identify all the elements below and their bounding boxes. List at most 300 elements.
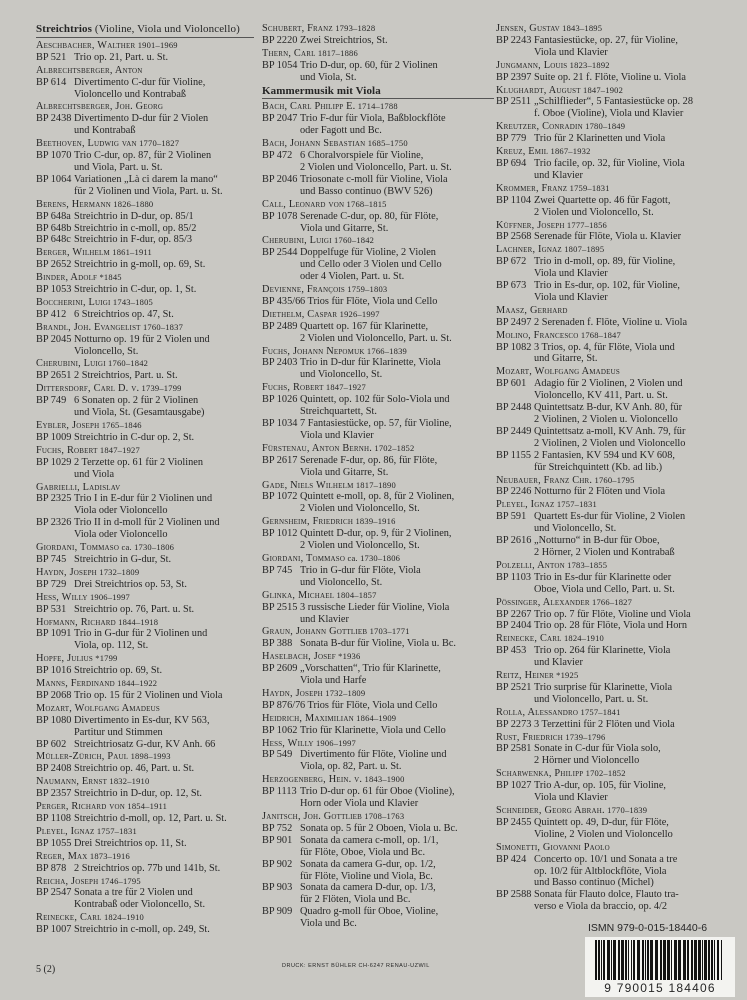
composer-dates: 1743–1805 [110,296,153,307]
composer-dates: 1757–1831 [94,825,137,836]
work-entry [496,486,732,498]
composer-name [496,60,732,72]
composer-name [496,121,732,133]
catalog-number: BP 2357 [36,788,72,800]
work-entry [496,866,732,878]
work-entry [262,296,494,308]
composer-label: Beethoven, Ludwig van [36,138,137,150]
composer-label: Jensen, Gustav [496,23,560,34]
composer-name [496,220,732,232]
work-entry [262,455,494,467]
work-title: Quintett D-dur, op. 9, für 2 Violinen, [300,528,452,540]
composer-dates: 1703–1771 [367,626,410,637]
composer-label: Cherubini, Luigi [262,235,332,247]
catalog-number: BP 549 [262,749,293,761]
work-title: Violoncello, St. [74,345,139,357]
work-title: Sonata a tre für 2 Violen und [74,887,193,899]
work-title: Trio für 2 Klarinetten und Viola [534,133,666,145]
barcode-digits: 9 790015 184406 [604,981,716,995]
composer-dates: 1732–1809 [96,566,140,577]
barcode-bar [694,940,697,980]
work-entry [262,333,494,345]
composer-dates: 1783–1855 [564,559,608,570]
work-title: 2 Streichtrios op. 77b und 141b, St. [74,862,221,874]
barcode-bar [613,940,616,980]
work-title: Trio op. 15 für 2 Violinen und Viola [74,689,223,701]
catalog-number: BP 2652 [36,259,72,271]
work-title: und Klavier [534,657,583,669]
work-title: Fantasiestücke, op. 27, für Violine, [534,34,678,46]
work-entry [496,584,732,596]
printer-imprint: DRUCK: ERNST BÜHLER CH-6247 RENAU-UZWIL [282,963,430,969]
catalog-number: BP 1080 [36,714,72,726]
composer-name [496,597,732,609]
catalog-number: BP 2651 [36,370,72,382]
composer-name [36,322,254,334]
catalog-number: BP 876/7 [262,699,301,711]
work-entry [496,414,732,426]
composer-label: Glinka, Michael [262,589,335,601]
catalog-number: BP 779 [496,133,527,145]
work-entry [262,882,494,894]
work-entry [36,813,254,825]
composer-label: Klughardt, August [496,84,581,96]
barcode-icon [593,940,727,982]
work-title: Streichtrio d-moll, op. 12, Part. u. St. [74,813,227,824]
composer-name [496,670,732,682]
work-entry [496,755,732,767]
barcode-bar [650,940,653,980]
work-title: Streichtrio op. 69, St. [74,665,163,677]
catalog-number: BP 878 [36,862,67,874]
composer-dates: 1906–1997 [313,737,356,748]
catalog-number: BP 2220 [262,34,298,46]
work-title: Trio in d-moll, op. 89, für Violine, [534,256,676,268]
work-entry [496,133,732,145]
work-title: Trio D-dur op. 61 für Oboe (Violine), [300,786,455,798]
work-entry [36,284,254,296]
composer-name [36,801,254,813]
work-title: Streichtrio op. 76, Part. u. St. [74,603,195,615]
catalog-number: BP 902 [262,858,293,870]
composer-name [36,542,254,554]
work-entry [36,186,254,198]
work-entry [262,614,494,626]
catalog-number: BP 2068 [36,689,72,701]
work-title: oder Fagott und Bc. [300,125,382,137]
work-title: 6 Sonaten op. 2 für 2 Violinen [74,395,199,407]
composer-name [496,183,732,195]
work-entry [36,517,254,529]
catalog-number: BP 2404 [496,620,532,632]
composer-name [262,309,494,321]
work-title: Drei Streichtrios op. 53, St. [74,578,187,590]
composer-dates: 1780–1849 [582,121,626,132]
work-entry [36,346,254,358]
work-entry [262,871,494,883]
composer-dates: 1760–1795 [592,474,635,485]
composer-dates: 1843–1895 [559,23,603,33]
work-title: Streichquartett, St. [300,406,377,418]
composer-label: Naumann, Ernst [36,776,108,788]
work-entry [36,77,254,89]
composer-label: Krommer, Franz [496,182,568,194]
composer-dates: 1807–1895 [561,244,605,255]
work-title: Serenade für Flöte, Viola u. Klavier [534,231,682,243]
composer-dates: 1867–1932 [548,146,591,157]
catalog-number: BP 2497 [496,316,532,328]
work-entry [262,259,494,271]
composer-label: Müller-Zürich, Paul [36,751,129,763]
barcode-bar [598,940,600,980]
work-entry [496,450,732,462]
catalog-number: BP 1009 [36,431,72,443]
composer-name [496,366,732,378]
catalog-number: BP 2455 [496,816,532,828]
work-title: Trio in G-dur für Flöte, Viola [300,564,421,576]
composer-label: Berens, Hermann [36,198,111,210]
catalog-number: BP 903 [262,882,293,894]
composer-name [496,146,732,158]
work-title: und Violoncello, St. [300,576,383,588]
work-title: Viola und Klavier [534,268,608,280]
composer-dates: 1746–1795 [98,875,141,886]
work-entry [496,378,732,390]
work-entry [262,540,494,552]
work-title: f. Oboe (Violine), Viola und Klavier [534,108,684,120]
composer-dates: 1702–1852 [372,442,415,453]
catalog-number: BP 1064 [36,173,72,185]
composer-dates: 1926–1997 [337,308,380,319]
work-entry [36,457,254,469]
composer-name [262,284,494,296]
composer-name [262,23,494,35]
work-title: Doppelfuge für Violine, 2 Violen [300,247,436,259]
composer-name [36,826,254,838]
composer-dates: 1854–1911 [125,801,168,812]
catalog-number: BP 591 [496,511,527,523]
work-entry [262,113,494,125]
composer-label: Albrechtsberger, Joh. Georg [36,101,164,113]
work-title: 6 Streichtrios op. 47, St. [74,308,174,320]
composer-name [262,382,494,394]
work-title: Trio für Klarinette, Viola und Cello [300,724,446,736]
composer-dates: *1845 [97,272,122,283]
composer-label: Reinecke, Carl [496,633,562,645]
catalog-number: BP 2568 [496,231,532,243]
composer-label: Dittersdorf, Carl D. v. [36,383,140,395]
composer-label: Pleyel, Ignaz [496,499,555,511]
work-entry [496,829,732,841]
composer-label: Brandl, Joh. Evangelist [36,321,141,333]
composer-name [262,138,494,150]
composer-dates: 1847–1927 [97,444,140,455]
work-title: Streichtrio in F-dur, op. 85/3 [74,234,192,246]
work-entry [262,859,494,871]
composer-label: Reger, Max [36,850,88,862]
work-title: Viola und Bc. [300,918,357,930]
catalog-number: BP 1054 [262,59,298,71]
work-title: 7 Fantasiestücke, op. 57, für Violine, [300,418,452,429]
work-title: 6 Trios für Flöte, Viola und Cello [300,295,438,307]
work-entry [36,665,254,677]
composer-name [262,774,494,786]
composer-name [36,40,254,52]
composer-label: Fuchs, Johann Nepomuk [262,345,365,357]
work-title: Sonata B-dur für Violine, Viola u. Bc. [300,638,456,650]
work-title: Streichtrio in c-moll, op. 85/2 [74,222,197,234]
work-title: Viola, op. 82, Part. u. St. [300,761,402,773]
work-entry [262,835,494,847]
composer-label: Haselbach, Josef [262,651,336,663]
barcode-bar [704,940,707,980]
composer-name [262,346,494,358]
composer-name [36,101,254,113]
composer-label: Devienne, François [262,284,345,296]
work-title: Notturno op. 19 für 2 Violen und [74,333,210,345]
page-number: 5 (2) [36,964,56,975]
work-entry [496,547,732,559]
work-entry [496,780,732,792]
work-title: 3 Terzettini für 2 Flöten und Viola [534,718,675,730]
catalog-number: BP 1007 [36,924,72,936]
composer-dates: 1759–1803 [344,284,388,295]
work-title: und Klavier [534,169,583,181]
work-title: und Klavier [300,613,349,625]
composer-dates: *1799 [92,653,118,664]
composer-label: Giordani, Tommaso [36,542,120,554]
composer-dates: 1839–1916 [353,516,396,527]
barcode-bar [645,940,646,980]
work-title: Sonata da camera G-dur, op. 1/2, [300,858,436,870]
barcode-bar [601,940,602,980]
work-entry [36,469,254,481]
work-title: Divertimento D-dur für 2 Violen [74,113,209,125]
composer-dates: 1824–1910 [561,633,604,644]
work-title: 2 Violen und Violoncello, St. [300,540,420,552]
barcode-bar [618,940,620,980]
catalog-number: BP 694 [496,157,527,169]
composer-name [262,651,494,663]
catalog-number: BP 2325 [36,493,72,505]
work-entry [496,207,732,219]
work-title: Trio op. 7 für Flöte, Violine und Viola [534,608,691,620]
work-title: 2 Serenaden f. Flöte, Violine u. Viola [534,316,688,328]
work-title: 2 Violen und Violoncello, Part. u. St. [300,332,452,344]
work-entry [262,894,494,906]
work-title: Quintettsatz B-dur, KV Anh. 80, für [534,402,683,414]
work-title: Sonata da camera c-moll, op. 1/1, [300,834,439,846]
catalog-number: BP 1016 [36,665,72,677]
work-entry [496,462,732,474]
work-entry [36,628,254,640]
barcode-bar [621,940,624,980]
work-entry [262,223,494,235]
catalog-number: BP 909 [262,906,293,918]
catalog-number: BP 2045 [36,333,72,345]
catalog-number: BP 531 [36,603,67,615]
barcode-bar [683,940,686,980]
work-title: Trio surprise für Klarinette, Viola [534,681,673,693]
work-title: 3 russische Lieder für Violine, Viola [300,601,450,613]
work-entry [496,877,732,889]
composer-label: Aeschbacher, Walther [36,39,136,51]
composer-dates: ca. 1730–1806 [345,552,401,563]
work-title: Variationen „Là ci darem la mano“ [74,173,218,185]
composer-label: Gade, Niels Wilhelm [262,479,354,491]
work-title: und Kontrabaß [74,125,136,137]
catalog-number: BP 672 [496,256,527,268]
work-title: Violoncello und Kontrabaß [74,88,187,100]
composer-name [36,851,254,863]
work-entry [262,565,494,577]
composer-label: Gabrielli, Ladislav [36,481,121,493]
work-title: Quintett op. 49, D-dur, für Flöte, [534,816,669,828]
work-entry [36,309,254,321]
composer-label: Küffner, Joseph [496,219,565,231]
work-entry [496,511,732,523]
catalog-number: BP 2267 [496,608,532,620]
work-entry [36,334,254,346]
catalog-number: BP 1055 [36,837,72,849]
composer-name [36,297,254,309]
composer-name [36,199,254,211]
work-title: Serenade C-dur, op. 80, für Flöte, [300,210,439,222]
work-title: 2 Violinen, 2 Violen und Violoncello [534,437,686,449]
work-entry [496,317,732,329]
barcode-bar [611,940,612,980]
catalog-number: BP 2243 [496,34,532,46]
barcode-bar [678,940,681,980]
catalog-number: BP 472 [262,150,293,162]
work-title: und Gitarre, St. [534,353,598,365]
work-entry [262,675,494,687]
composer-name [496,305,732,317]
composer-dates: 1826–1880 [110,198,154,209]
work-entry [496,719,732,731]
work-entry [496,72,732,84]
composer-dates: 1708–1763 [361,811,405,821]
work-entry [496,390,732,402]
composer-label: Rolla, Alessandro [496,706,579,718]
catalog-number: BP 424 [496,853,527,865]
composer-label: Simonetti, Giovanni Paolo [496,841,610,853]
work-entry [36,125,254,137]
composer-dates: 1768–1815 [344,198,387,209]
composer-dates: 1873–1916 [87,850,130,861]
work-title: Violoncello, KV 411, Part. u. St. [534,390,668,402]
work-title: Quadro g-moll für Oboe, Violine, [300,906,439,918]
work-title: 2 Violen und Violoncello, Part. u. St. [300,161,452,173]
work-title: 6 Choralvorspiele für Violine, [300,150,424,162]
work-entry [496,426,732,438]
composer-name [496,732,732,744]
catalog-number: BP 1029 [36,456,72,468]
work-title: 2 Terzette op. 61 für 2 Violinen [74,456,203,468]
barcode-bar [642,940,644,980]
work-entry [496,35,732,47]
work-title: Notturno für 2 Flöten und Viola [534,486,666,498]
composer-name [496,805,732,817]
composer-label: Manns, Ferdinand [36,678,115,690]
work-entry [496,609,732,621]
work-entry [36,924,254,936]
work-entry [262,491,494,503]
composer-dates: 1757–1831 [554,499,597,510]
catalog-number: BP 388 [262,638,293,650]
work-title: und Basso continuo (Michel) [534,877,654,889]
catalog-number: BP 1113 [262,786,297,798]
composer-label: Polzelli, Anton [496,559,565,571]
barcode-bar [708,940,710,980]
barcode-bar [660,940,662,980]
barcode-bar [633,940,635,980]
composer-label: Neubauer, Franz Chr. [496,474,593,486]
work-entry [36,579,254,591]
work-entry [496,256,732,268]
composer-name [262,626,494,638]
composer-label: Diethelm, Caspar [262,308,338,320]
work-entry [36,211,254,223]
column-middle [262,22,494,930]
work-title: Streichtrio in C-dur op. 2, St. [74,431,195,443]
work-entry [36,640,254,652]
work-entry [262,418,494,430]
ismn-code: ISMN 979-0-015-18440-6 [588,922,708,934]
composer-dates: 1793–1828 [332,23,376,33]
composer-name [496,85,732,97]
work-title: Suite op. 21 f. Flöte, Violine u. Viola [534,71,686,83]
composer-label: Herzogenberg, Hein. v. [262,774,363,786]
catalog-number: BP 412 [36,308,67,320]
work-entry [262,406,494,418]
composer-dates: 1823–1892 [567,59,610,70]
work-title: Sonata für Flauto dolce, Flauto tra- [534,889,679,901]
work-title: Concerto op. 10/1 und Sonata a tre [534,853,678,865]
work-entry [262,663,494,675]
work-entry [262,847,494,859]
barcode-bar [663,940,666,980]
work-title: Kontrabaß oder Violoncello, St. [74,899,206,911]
work-entry [496,231,732,243]
composer-name [262,738,494,750]
composer-dates: 1760–1842 [105,358,149,369]
barcode-bar [671,940,672,980]
work-title: Serenade F-dur, op. 86, für Flöte, [300,454,438,466]
composer-dates: 1906–1997 [87,591,130,602]
catalog-number: BP 2449 [496,425,532,437]
work-entry [262,577,494,589]
work-title: Trio facile, op. 32, für Violine, Viola [534,157,685,169]
composer-dates: 1844–1918 [115,616,159,627]
work-entry [496,657,732,669]
work-title: Viola und Gitarre, St. [300,222,389,234]
catalog-number: BP 1012 [262,528,298,540]
work-entry [262,602,494,614]
composer-name [262,199,494,211]
column-left [36,22,254,936]
work-title: 2 Fantasien, KV 594 und KV 608, [534,449,675,461]
work-title: Trio in D-dur für Klarinette, Viola [300,357,441,369]
composer-name [262,48,494,60]
composer-label: Jungmann, Louis [496,59,568,71]
work-entry [36,113,254,125]
work-entry [496,792,732,804]
work-entry [36,899,254,911]
work-entry [262,186,494,198]
work-entry [496,280,732,292]
catalog-number: BP 2609 [262,663,298,675]
